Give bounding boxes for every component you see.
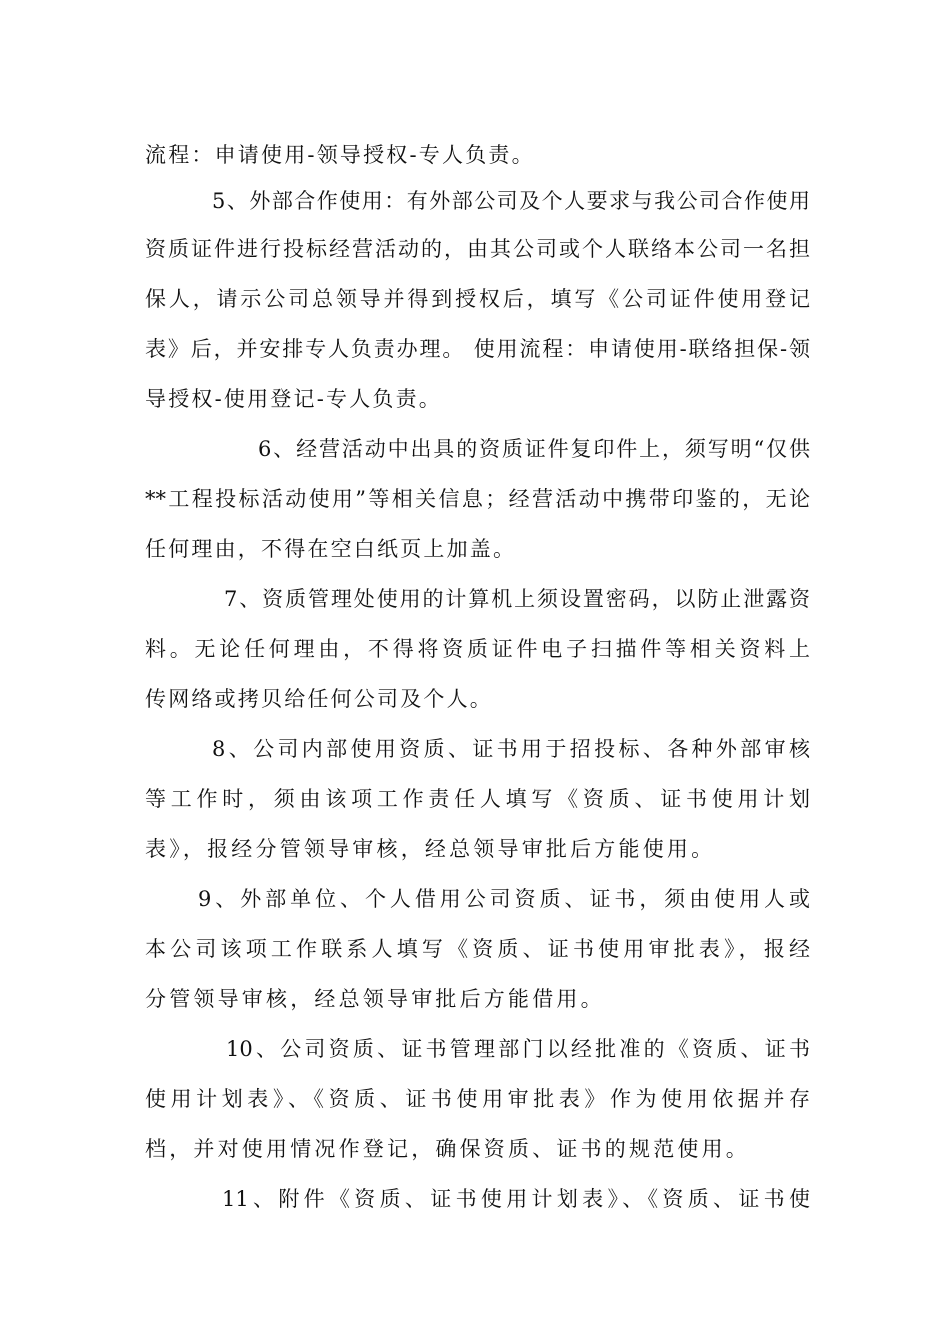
text-line: 传网络或拷贝给任何公司及个人。: [145, 687, 493, 711]
paragraph-11-line-1: 11、附件《资质、证书使用计划表》、《资质、证书使: [222, 1187, 810, 1211]
text-line: 分管领导审核，经总领导审批后方能借用。: [145, 987, 605, 1011]
text-line: 任何理由，不得在空白纸页上加盖。: [145, 537, 517, 561]
text-line: 本公司该项工作联系人填写《资质、证书使用审批表》，报经: [145, 937, 810, 961]
paragraph-5-line-1: 5、外部合作使用：有外部公司及个人要求与我公司合作使用: [212, 189, 810, 213]
text-line: 导授权-使用登记-专人负责。: [145, 387, 442, 411]
text-line: 资质证件进行投标经营活动的，由其公司或个人联络本公司一名担: [145, 237, 810, 261]
text-line: 料。无论任何理由，不得将资质证件电子扫描件等相关资料上: [145, 637, 810, 661]
paragraph-6-line-1: 6、经营活动中出具的资质证件复印件上，须写明“仅供: [258, 437, 810, 461]
paragraph-7-line-1: 7、资质管理处使用的计算机上须设置密码，以防止泄露资: [224, 587, 810, 611]
paragraph-8-line-1: 8、公司内部使用资质、证书用于招投标、各种外部审核: [212, 737, 810, 761]
text-line: 表》后，并安排专人负责办理。 使用流程：申请使用-联络担保-领: [145, 337, 810, 361]
text-line: **工程投标活动使用”等相关信息；经营活动中携带印鉴的，无论: [145, 487, 810, 511]
paragraph-9-line-1: 9、外部单位、个人借用公司资质、证书，须由使用人或: [198, 887, 810, 911]
text-line: 使用计划表》、《资质、证书使用审批表》作为使用依据并存: [145, 1087, 810, 1111]
text-line: 档，并对使用情况作登记，确保资质、证书的规范使用。: [145, 1137, 750, 1161]
text-line: 保人，请示公司总领导并得到授权后，填写《公司证件使用登记: [145, 287, 810, 311]
text-line: 流程：申请使用-领导授权-专人负责。: [145, 143, 535, 167]
text-line: 表》，报经分管领导审核，经总领导审批后方能使用。: [145, 837, 716, 861]
text-line: 等工作时，须由该项工作责任人填写《资质、证书使用计划: [145, 787, 810, 811]
paragraph-10-line-1: 10、公司资质、证书管理部门以经批准的《资质、证书: [226, 1037, 810, 1061]
